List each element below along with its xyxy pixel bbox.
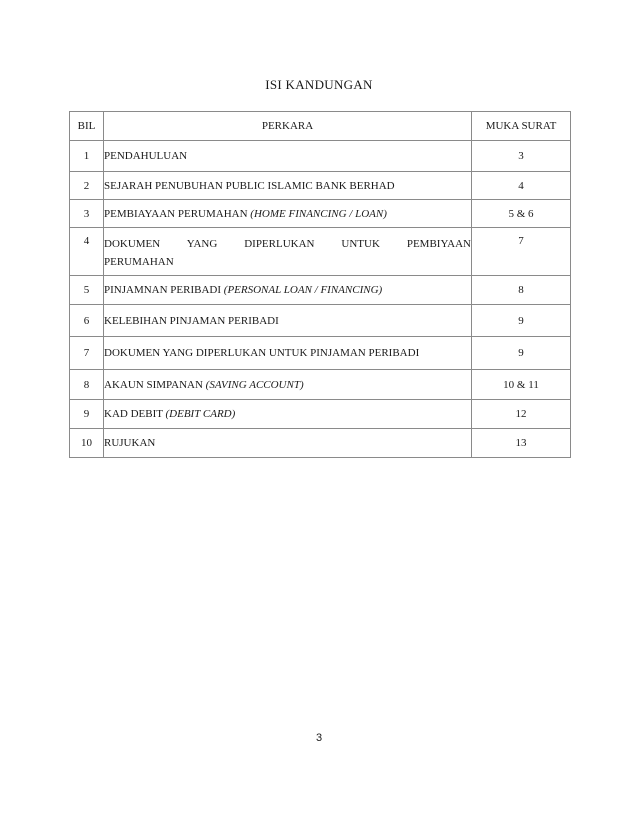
row-perkara-subtitle: (DEBIT CARD) <box>165 408 236 420</box>
table-row <box>70 429 571 458</box>
header-perkara: PERKARA <box>104 112 472 141</box>
row-bil: 3 <box>70 200 104 228</box>
row-perkara <box>104 141 472 172</box>
row-bil: 6 <box>70 305 104 337</box>
row-bil: 5 <box>70 276 104 305</box>
row-perkara-subtitle: (HOME FINANCING / LOAN) <box>250 207 387 220</box>
row-perkara <box>104 172 472 200</box>
row-perkara-text: AKAUN SIMPANAN <box>104 378 206 391</box>
row-bil: 8 <box>70 370 104 400</box>
row-perkara <box>104 305 472 337</box>
document-title: ISI KANDUNGAN <box>265 77 373 92</box>
table-row <box>70 200 571 228</box>
row-perkara-subtitle: (SAVING ACCOUNT) <box>205 378 304 391</box>
row-perkara-text: RUJUKAN <box>104 437 156 449</box>
table-row <box>70 370 571 400</box>
table-row <box>70 337 571 370</box>
table-row <box>70 305 571 337</box>
page-number: 3 <box>315 732 323 744</box>
row-perkara <box>104 370 472 400</box>
row-bil: 2 <box>70 172 104 200</box>
row-perkara-text: SEJARAH PENUBUHAN PUBLIC ISLAMIC BANK BERHAD <box>104 179 395 192</box>
row-perkara <box>104 276 472 305</box>
row-perkara <box>104 228 472 276</box>
header-bil: BIL <box>70 112 104 141</box>
row-perkara <box>104 200 472 228</box>
row-bil: 10 <box>70 429 104 458</box>
table-row <box>70 228 571 276</box>
row-bil: 7 <box>70 337 104 370</box>
row-perkara-text: KAD DEBIT <box>104 408 166 420</box>
row-perkara-subtitle: (PERSONAL LOAN / FINANCING) <box>223 284 383 296</box>
row-perkara-text: PEMBIAYAAN PERUMAHAN <box>104 207 251 220</box>
table-row <box>70 172 571 200</box>
row-muka-surat: 12 <box>472 400 571 429</box>
table-row <box>70 141 571 172</box>
row-muka-surat: 10 & 11 <box>472 370 571 400</box>
table-row <box>70 400 571 429</box>
row-perkara-text: PENDAHULUAN <box>104 150 188 162</box>
row-perkara-text: DOKUMEN YANG DIPERLUKAN UNTUK PEMBIYAAN <box>104 238 471 250</box>
header-muka-surat: MUKA SURAT <box>472 112 571 141</box>
row-perkara-text: DOKUMEN YANG DIPERLUKAN UNTUK PINJAMAN PERIBADI <box>104 347 420 359</box>
table-of-contents <box>69 111 571 458</box>
row-muka-surat: 8 <box>472 276 571 305</box>
row-muka-surat: 9 <box>472 337 571 370</box>
row-bil: 1 <box>70 141 104 172</box>
row-muka-surat: 7 <box>472 228 571 276</box>
row-perkara-text: PINJAMNAN PERIBADI <box>104 284 224 296</box>
row-bil: 4 <box>70 228 104 276</box>
row-muka-surat: 9 <box>472 305 571 337</box>
row-perkara <box>104 429 472 458</box>
row-perkara <box>104 400 472 429</box>
row-perkara-line2: PERUMAHAN <box>104 256 174 268</box>
table-row <box>70 276 571 305</box>
row-muka-surat: 5 & 6 <box>472 200 571 228</box>
row-muka-surat: 3 <box>472 141 571 172</box>
row-muka-surat: 4 <box>472 172 571 200</box>
row-bil: 9 <box>70 400 104 429</box>
table-header-row <box>70 112 571 141</box>
row-muka-surat: 13 <box>472 429 571 458</box>
row-perkara <box>104 337 472 370</box>
row-perkara-text: KELEBIHAN PINJAMAN PERIBADI <box>104 314 279 327</box>
